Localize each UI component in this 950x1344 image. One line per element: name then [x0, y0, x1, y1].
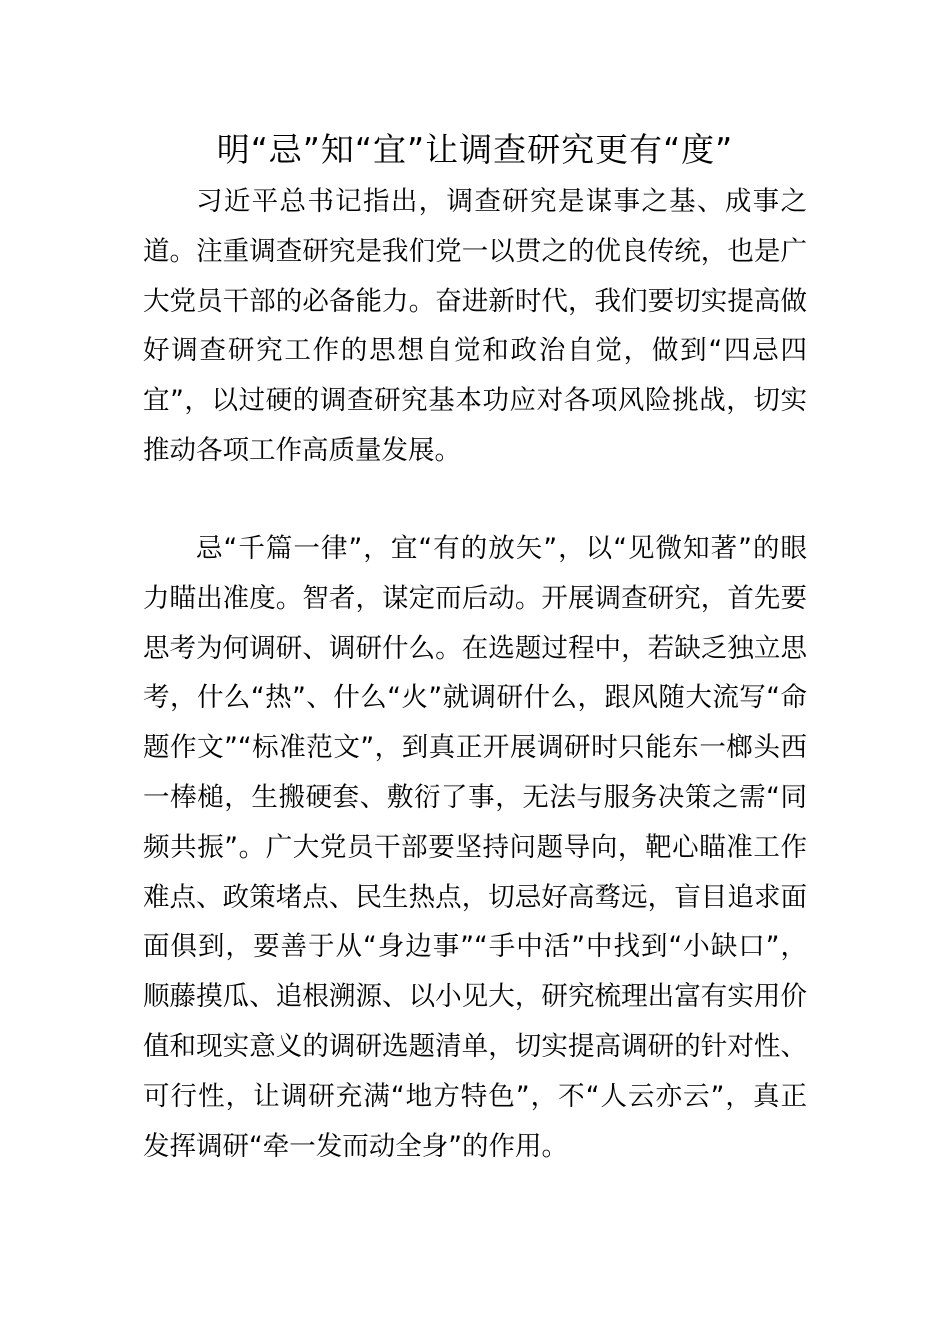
paragraph-section-1: 忌“千篇一律”，宜“有的放矢”，以“见微知著”的眼力瞄出准度。智者，谋定而后动。开展调查研究，首先要思考为何调研、调研什么。在选题过程中，若缺乏独立思考，什么“热”、什么“火”就调研什么，跟风随大流写“命题作文”“标准范文”，到真正开展调研时只能东一榔头西一棒槌，生搬硬套、敷衍了事，无法与服务决策之需“同频共振”。广大党员干部要坚持问题导向，靶心瞄准工作难点、政策堵点、民生热点，切忌好高骛远，盲目追求面面俱到，要善于从“身边事”“手中活”中找到“小缺口”，顺藤摸瓜、追根溯源、以小见大，研究梳理出富有实用价值和现实意义的调研选题清单，切实提高调研的针对性、可行性，让调研充满“地方特色”，不“人云亦云”，真正发挥调研“牵一发而动全身”的作用。 [143, 533, 807, 1162]
document-title: 明“忌”知“宜”让调查研究更有“度” [216, 130, 734, 169]
paragraph-intro: 习近平总书记指出，调查研究是谋事之基、成事之道。注重调查研究是我们党一以贯之的优良传统，也是广大党员干部的必备能力。奋进新时代，我们要切实提高做好调查研究工作的思想自觉和政治自觉，做到“四忌四宜”，以过硬的调查研究基本功应对各项风险挑战，切实推动各项工作高质量发展。 [143, 186, 807, 466]
